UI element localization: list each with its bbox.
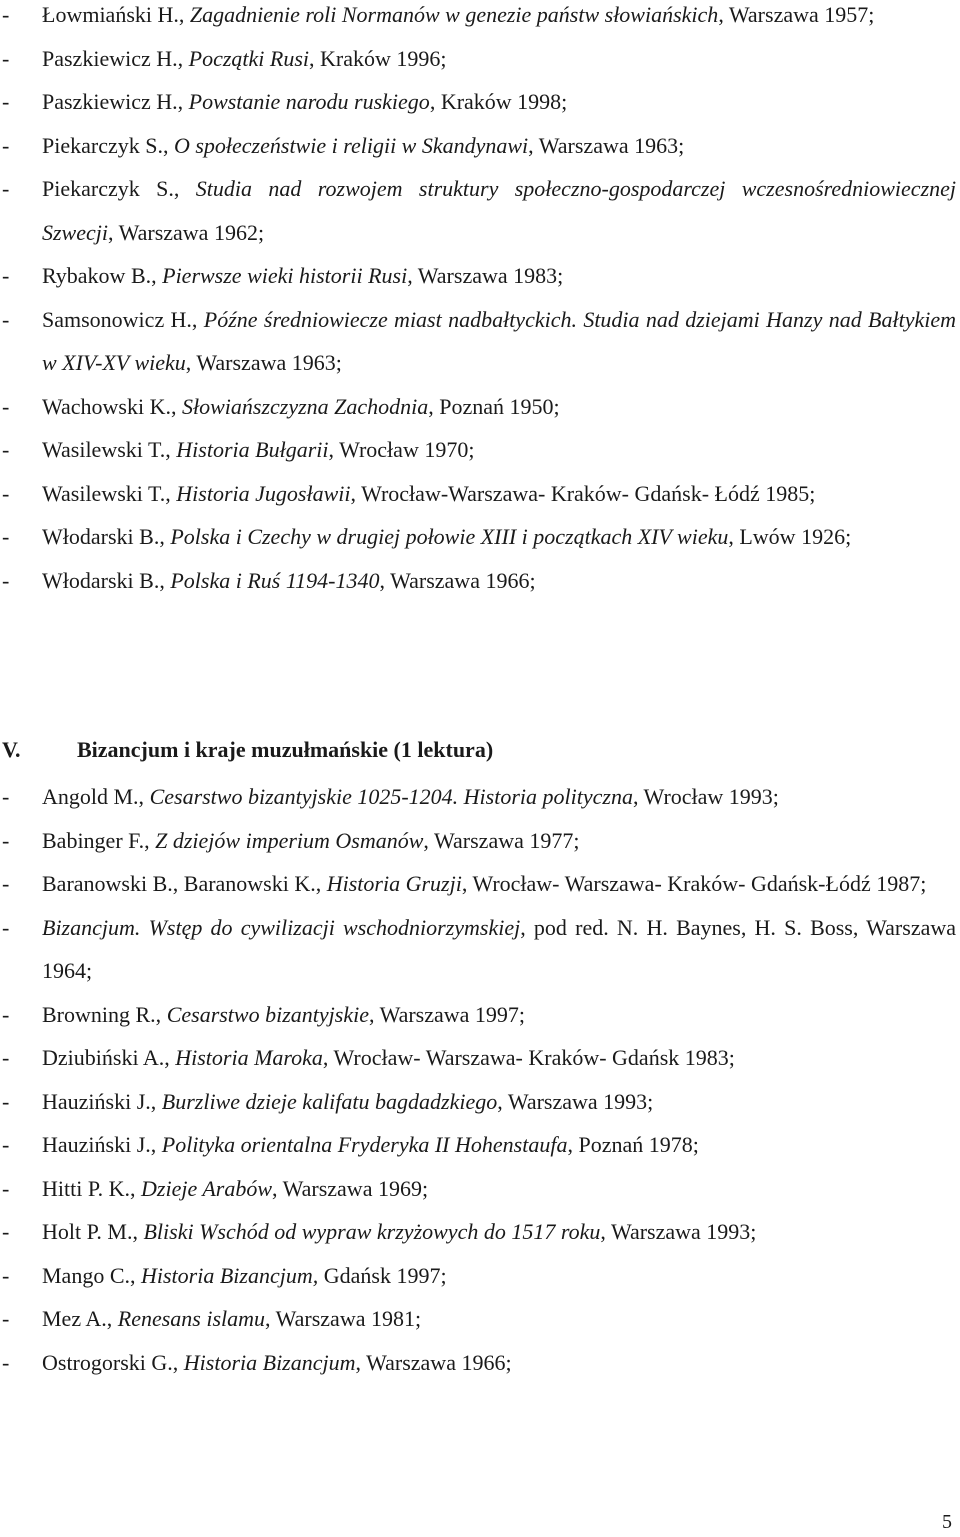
entry-title: Historia Gruzji bbox=[326, 871, 462, 896]
entry-publication: , Lwów 1926; bbox=[728, 524, 852, 549]
entry-publication: , Warszawa 1969; bbox=[272, 1175, 429, 1201]
entry-author: Babinger F., bbox=[42, 827, 156, 853]
entry-title: Powstanie narodu ruskiego bbox=[188, 89, 430, 114]
entry-title: Bizancjum. Wstęp do cywilizacji wschodniorzymskiej bbox=[42, 914, 521, 940]
entry-title: Zagadnienie roli Normanów w genezie państw słowiańskich bbox=[189, 2, 719, 27]
page-number: 5 bbox=[942, 1511, 952, 1533]
bibliography-entry bbox=[0, 819, 960, 863]
bibliography-list-bottom bbox=[0, 775, 960, 1384]
entry-title: Cesarstwo bizantyjskie 1025-1204. Historia polityczna bbox=[149, 784, 633, 809]
entry-publication: , Warszawa 1977; bbox=[423, 827, 580, 853]
entry-title: Późne średniowiecze miast nadbałtyckich. Studia nad dziejami Hanzy nad Bałtykiem w XIV-XV wieku bbox=[42, 306, 956, 375]
entry-author: Włodarski B., bbox=[42, 567, 171, 593]
entry-author: Piekarczyk S., bbox=[42, 132, 174, 158]
bibliography-entry bbox=[0, 559, 960, 603]
entry-publication: , Warszawa 1963; bbox=[528, 132, 685, 158]
entry-author: Łowmiański H., bbox=[42, 2, 190, 27]
entry-publication: , Kraków 1998; bbox=[429, 89, 568, 114]
entry-publication: , Warszawa 1993; bbox=[600, 1219, 757, 1244]
list-dash: - bbox=[2, 437, 10, 462]
entry-publication: , Warszawa 1981; bbox=[265, 1306, 422, 1331]
list-dash: - bbox=[2, 263, 10, 288]
bibliography-entry bbox=[0, 1036, 960, 1080]
entry-publication: , Wrocław 1970; bbox=[328, 437, 475, 462]
entry-author: Samsonowicz H., bbox=[42, 306, 204, 332]
entry-title: Historia Bułgarii bbox=[176, 437, 329, 462]
bibliography-entry bbox=[0, 167, 960, 254]
list-dash: - bbox=[2, 176, 10, 201]
entry-title: Bliski Wschód od wypraw krzyżowych do 1517 roku bbox=[143, 1219, 601, 1244]
list-dash: - bbox=[2, 306, 10, 332]
list-dash: - bbox=[2, 1175, 10, 1201]
list-dash: - bbox=[2, 1132, 10, 1157]
bibliography-entry bbox=[0, 515, 960, 559]
bibliography-entry bbox=[0, 254, 960, 298]
bibliography-entry bbox=[0, 80, 960, 124]
entry-title: Studia nad rozwojem struktury społeczno-gospodarczej wczesnośredniowiecznej Szwecji bbox=[42, 176, 957, 245]
bibliography-entry bbox=[0, 428, 960, 472]
list-dash: - bbox=[2, 784, 10, 809]
entry-publication: , Kraków 1996; bbox=[309, 45, 447, 71]
bibliography-entry bbox=[0, 385, 960, 429]
entry-author: Mango C., bbox=[42, 1262, 141, 1288]
entry-publication: , Warszawa 1997; bbox=[368, 1001, 526, 1027]
list-dash: - bbox=[2, 89, 10, 114]
entry-publication: , pod red. N. H. Baynes, H. S. Boss, Warszawa 1964; bbox=[42, 914, 956, 983]
bibliography-entry bbox=[0, 1080, 960, 1124]
entry-title: Pierwsze wieki historii Rusi bbox=[162, 263, 408, 288]
list-dash: - bbox=[2, 914, 10, 940]
entry-author: Angold M., bbox=[42, 784, 150, 809]
entry-publication: , Wrocław- Warszawa- Kraków- Gdańsk 1983; bbox=[322, 1045, 735, 1070]
section-heading bbox=[0, 730, 960, 770]
entry-author: Włodarski B., bbox=[42, 524, 171, 549]
entry-author: Wasilewski T., bbox=[42, 480, 177, 506]
list-dash: - bbox=[2, 827, 10, 853]
entry-title: Polska i Czechy w drugiej połowie XIII i początkach XIV wieku bbox=[170, 524, 729, 549]
entry-author: Browning R., bbox=[42, 1001, 167, 1027]
section-title: Bizancjum i kraje muzułmańskie (1 lektura) bbox=[77, 737, 494, 762]
bibliography-entry bbox=[0, 1297, 960, 1341]
list-dash: - bbox=[2, 132, 10, 158]
bibliography-entry bbox=[0, 862, 960, 906]
list-dash: - bbox=[2, 393, 10, 419]
entry-publication: , Wrocław- Warszawa- Kraków- Gdańsk-Łódź 1987; bbox=[461, 871, 927, 896]
list-dash: - bbox=[2, 1088, 10, 1114]
list-dash: - bbox=[2, 567, 10, 593]
bibliography-entry bbox=[0, 124, 960, 168]
list-dash: - bbox=[2, 871, 10, 896]
entry-title: Historia Maroka bbox=[175, 1045, 323, 1070]
entry-publication: , Wrocław-Warszawa- Kraków- Gdańsk- Łódź 1985; bbox=[350, 480, 816, 506]
list-dash: - bbox=[2, 1001, 10, 1027]
bibliography-entry bbox=[0, 1123, 960, 1167]
entry-publication: , Warszawa 1957; bbox=[718, 2, 875, 27]
entry-author: Baranowski B., Baranowski K., bbox=[42, 871, 327, 896]
entry-publication: , Poznań 1978; bbox=[567, 1132, 699, 1157]
entry-author: Wasilewski T., bbox=[42, 437, 177, 462]
entry-title: Historia Jugosławii bbox=[176, 480, 351, 506]
list-dash: - bbox=[2, 480, 10, 506]
bibliography-entry bbox=[0, 1341, 960, 1385]
entry-publication: , Wrocław 1993; bbox=[632, 784, 779, 809]
entry-title: Historia Bizancjum bbox=[183, 1349, 356, 1375]
list-dash: - bbox=[2, 45, 10, 71]
entry-publication: , Warszawa 1983; bbox=[407, 263, 564, 288]
entry-title: Polityka orientalna Fryderyka II Hohenstaufa bbox=[161, 1132, 568, 1157]
bibliography-entry bbox=[0, 775, 960, 819]
entry-author: Holt P. M., bbox=[42, 1219, 144, 1244]
entry-title: Dzieje Arabów bbox=[141, 1175, 273, 1201]
list-dash: - bbox=[2, 524, 10, 549]
entry-title: Historia Bizancjum, bbox=[141, 1262, 319, 1288]
bibliography-entry bbox=[0, 1210, 960, 1254]
list-dash: - bbox=[2, 2, 10, 27]
entry-publication: , Warszawa 1963; bbox=[185, 350, 342, 375]
entry-publication: , Warszawa 1962; bbox=[108, 219, 265, 245]
entry-title: Cesarstwo bizantyjskie bbox=[166, 1001, 369, 1027]
bibliography-list-top bbox=[0, 0, 960, 602]
list-dash: - bbox=[2, 1045, 10, 1070]
entry-author: Hauziński J., bbox=[42, 1132, 162, 1157]
entry-author: Ostrogorski G., bbox=[42, 1349, 184, 1375]
list-dash: - bbox=[2, 1306, 10, 1331]
section-number: V. bbox=[2, 737, 21, 762]
entry-publication: , Warszawa 1966; bbox=[355, 1349, 512, 1375]
bibliography-entry bbox=[0, 906, 960, 993]
entry-publication: Gdańsk 1997; bbox=[318, 1262, 447, 1288]
entry-title: Słowiańszczyzna Zachodnia bbox=[181, 393, 429, 419]
entry-author: Hauziński J., bbox=[42, 1088, 162, 1114]
entry-author: Wachowski K., bbox=[42, 393, 182, 419]
bibliography-entry bbox=[0, 298, 960, 385]
entry-author: Paszkiewicz H., bbox=[42, 89, 189, 114]
entry-author: Dziubiński A., bbox=[42, 1045, 176, 1070]
list-dash: - bbox=[2, 1219, 10, 1244]
entry-author: Piekarczyk S., bbox=[42, 176, 196, 201]
entry-title: Polska i Ruś 1194-1340 bbox=[170, 567, 380, 593]
bibliography-entry bbox=[0, 0, 960, 37]
bibliography-entry bbox=[0, 37, 960, 81]
entry-publication: , Warszawa 1966; bbox=[379, 567, 536, 593]
entry-publication: , Warszawa 1993; bbox=[497, 1088, 654, 1114]
list-dash: - bbox=[2, 1262, 10, 1288]
entry-publication: , Poznań 1950; bbox=[428, 393, 560, 419]
entry-title: Z dziejów imperium Osmanów bbox=[155, 827, 424, 853]
bibliography-entry bbox=[0, 1254, 960, 1298]
entry-title: O społeczeństwie i religii w Skandynawi bbox=[173, 132, 529, 158]
bibliography-entry bbox=[0, 472, 960, 516]
entry-author: Mez A., bbox=[42, 1306, 118, 1331]
entry-author: Rybakow B., bbox=[42, 263, 163, 288]
entry-title: Burzliwe dzieje kalifatu bagdadzkiego bbox=[161, 1088, 498, 1114]
bibliography-entry bbox=[0, 993, 960, 1037]
list-dash: - bbox=[2, 1349, 10, 1375]
entry-title: Renesans islamu bbox=[117, 1306, 266, 1331]
entry-title: Początki Rusi bbox=[188, 45, 309, 71]
entry-author: Hitti P. K., bbox=[42, 1175, 142, 1201]
entry-author: Paszkiewicz H., bbox=[42, 45, 189, 71]
bibliography-entry bbox=[0, 1167, 960, 1211]
